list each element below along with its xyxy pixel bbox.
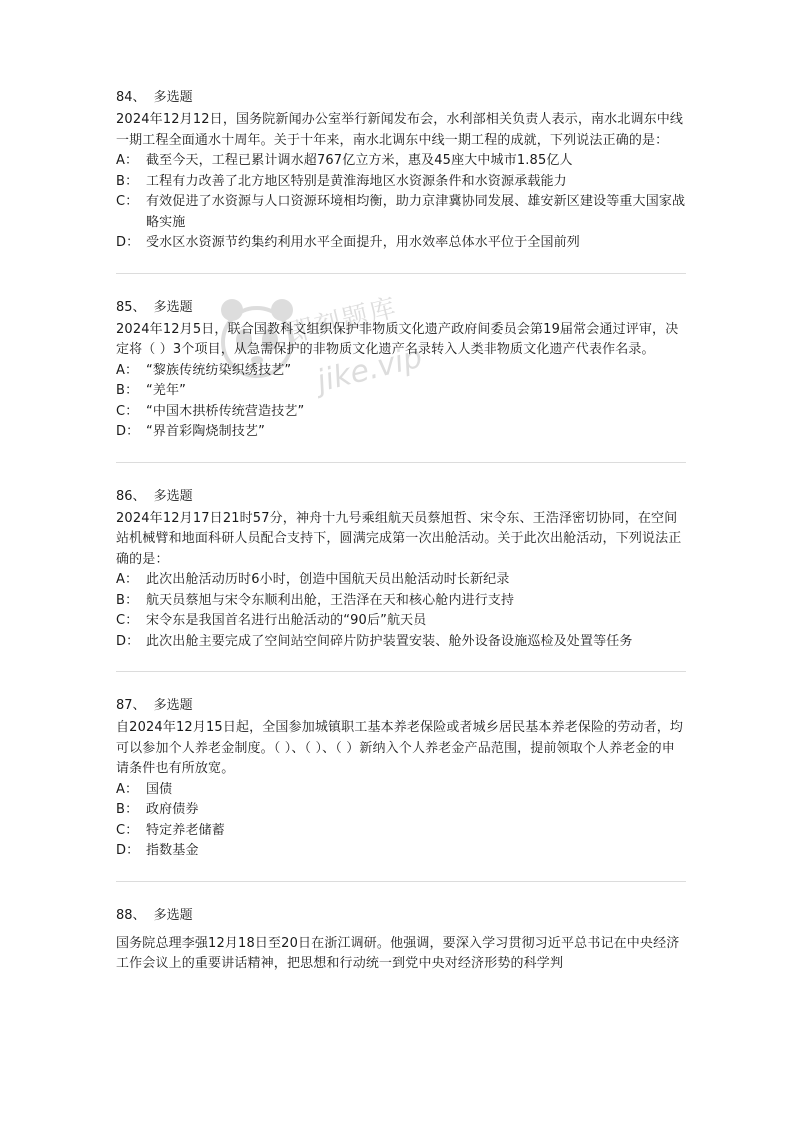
option-letter: D： bbox=[116, 633, 140, 649]
question-separator: 、 bbox=[132, 90, 146, 105]
option-text: “界首彩陶烧制技艺” bbox=[146, 424, 265, 439]
question-header bbox=[116, 696, 686, 716]
question-stem: 自2024年12月15日起，全国参加城镇职工基本养老保险或者城乡居民基本养老保险的劳动者，均可以参加个人养老金制度。（ ）、（ ）、（ ）新纳入个人养老金产品范围，提前领取个人养老金的申请条件也有所放宽。 bbox=[116, 720, 684, 776]
question-header bbox=[116, 487, 686, 507]
question-type: 多选题 bbox=[153, 698, 193, 713]
option-text: 航天员蔡旭与宋令东顺利出舱，王浩泽在天和核心舱内进行支持 bbox=[146, 592, 515, 608]
question-number: 87 bbox=[116, 698, 133, 713]
option-d[interactable] bbox=[116, 632, 686, 653]
question-number: 85 bbox=[116, 299, 133, 315]
question-87 bbox=[116, 696, 686, 902]
option-letter: C： bbox=[116, 822, 139, 838]
option-text: 工程有力改善了北方地区特别是黄淮海地区水资源条件和水资源承载能力 bbox=[146, 173, 567, 189]
option-letter: B： bbox=[116, 802, 139, 817]
watermark-en: jike.vip bbox=[313, 339, 426, 400]
option-text: 特定养老储蓄 bbox=[146, 822, 225, 838]
option-letter: A： bbox=[116, 153, 139, 168]
option-letter: A： bbox=[116, 362, 139, 378]
question-type: 多选题 bbox=[153, 907, 193, 923]
question-number: 86 bbox=[116, 488, 133, 504]
option-c[interactable] bbox=[116, 821, 686, 842]
option-text: 截至今天，工程已累计调水超767亿立方米，惠及45座大中城市1.85亿人 bbox=[146, 153, 573, 168]
question-88 bbox=[116, 906, 686, 975]
question-number: 88 bbox=[116, 907, 133, 923]
option-c[interactable] bbox=[116, 611, 686, 632]
option-b[interactable] bbox=[116, 381, 686, 402]
question-stem: 2024年12月17日21时57分，神舟十九号乘组航天员蔡旭哲、宋令东、王浩泽密切协同，在空间站机械臂和地面科研人员配合支持下，圆满完成第一次出舱活动。关于此次出舱活动，下列说法正确的是： bbox=[116, 510, 682, 567]
question-stem: 国务院总理李强12月18日至20日在浙江调研。他强调，要深入学习贯彻习近平总书记在中央经济工作会议上的重要讲话精神，把思想和行动统一到党中央对经济形势的科学判 bbox=[116, 935, 680, 971]
option-letter: B： bbox=[116, 173, 139, 189]
question-type: 多选题 bbox=[153, 90, 193, 105]
watermark-cn: 即刻题库 bbox=[284, 292, 401, 350]
option-b[interactable] bbox=[116, 591, 686, 612]
option-c[interactable] bbox=[116, 192, 686, 233]
question-85 bbox=[116, 298, 686, 483]
option-b[interactable] bbox=[116, 172, 686, 193]
option-text: 宋令东是我国首名进行出舱活动的“90后”航天员 bbox=[146, 613, 427, 628]
option-letter: B： bbox=[116, 383, 139, 398]
option-d[interactable] bbox=[116, 422, 686, 443]
option-a[interactable] bbox=[116, 570, 686, 591]
option-letter: C： bbox=[116, 194, 139, 209]
question-separator: 、 bbox=[132, 907, 146, 923]
option-letter: A： bbox=[116, 572, 139, 587]
option-a[interactable] bbox=[116, 780, 686, 801]
question-84 bbox=[116, 88, 686, 294]
option-text: “羌年” bbox=[146, 383, 187, 398]
question-separator: 、 bbox=[132, 488, 146, 504]
option-letter: D： bbox=[116, 424, 140, 439]
question-type: 多选题 bbox=[153, 299, 193, 315]
option-d[interactable] bbox=[116, 233, 686, 254]
option-text: “中国木拱桥传统营造技艺” bbox=[146, 403, 305, 419]
option-letter: D： bbox=[116, 235, 140, 250]
question-number: 84 bbox=[116, 90, 133, 105]
question-list bbox=[116, 84, 686, 975]
option-a[interactable] bbox=[116, 361, 686, 382]
option-text: 有效促进了水资源与人口资源环境相均衡，助力京津冀协同发展、雄安新区建设等重大国家战略实施 bbox=[146, 194, 686, 230]
option-text: 政府债券 bbox=[146, 802, 199, 817]
option-text: 此次出舱活动历时6小时，创造中国航天员出舱活动时长新纪录 bbox=[146, 572, 510, 587]
question-header bbox=[116, 88, 686, 108]
question-stem: 2024年12月12日，国务院新闻办公室举行新闻发布会，水利部相关负责人表示，南水北调东中线一期工程全面通水十周年。关于十年来，南水北调东中线一期工程的成就，下列说法正确的是： bbox=[116, 112, 684, 148]
question-header bbox=[116, 906, 686, 926]
option-text: “黎族传统纺染织绣技艺” bbox=[146, 362, 292, 378]
question-stem: 2024年12月5日，联合国教科文组织保护非物质文化遗产政府间委员会第19届常会通过评审，决定将（ ）3个项目，从急需保护的非物质文化遗产名录转入人类非物质文化遗产代表作名录。 bbox=[116, 321, 679, 357]
question-header bbox=[116, 298, 686, 318]
option-b[interactable] bbox=[116, 800, 686, 821]
option-text: 国债 bbox=[146, 781, 173, 797]
option-letter: D： bbox=[116, 843, 140, 858]
option-d[interactable] bbox=[116, 841, 686, 862]
option-letter: B： bbox=[116, 592, 139, 608]
question-separator: 、 bbox=[132, 299, 146, 315]
question-type: 多选题 bbox=[153, 488, 193, 504]
option-letter: A： bbox=[116, 781, 139, 797]
option-text: 指数基金 bbox=[146, 843, 199, 858]
option-letter: C： bbox=[116, 613, 139, 628]
option-c[interactable] bbox=[116, 402, 686, 423]
question-86 bbox=[116, 487, 686, 693]
option-a[interactable] bbox=[116, 151, 686, 172]
option-text: 此次出舱主要完成了空间站空间碎片防护装置安装、舱外设备设施巡检及处置等任务 bbox=[146, 633, 633, 649]
option-text: 受水区水资源节约集约利用水平全面提升，用水效率总体水平位于全国前列 bbox=[146, 235, 580, 250]
question-separator: 、 bbox=[132, 698, 146, 713]
option-letter: C： bbox=[116, 403, 139, 419]
